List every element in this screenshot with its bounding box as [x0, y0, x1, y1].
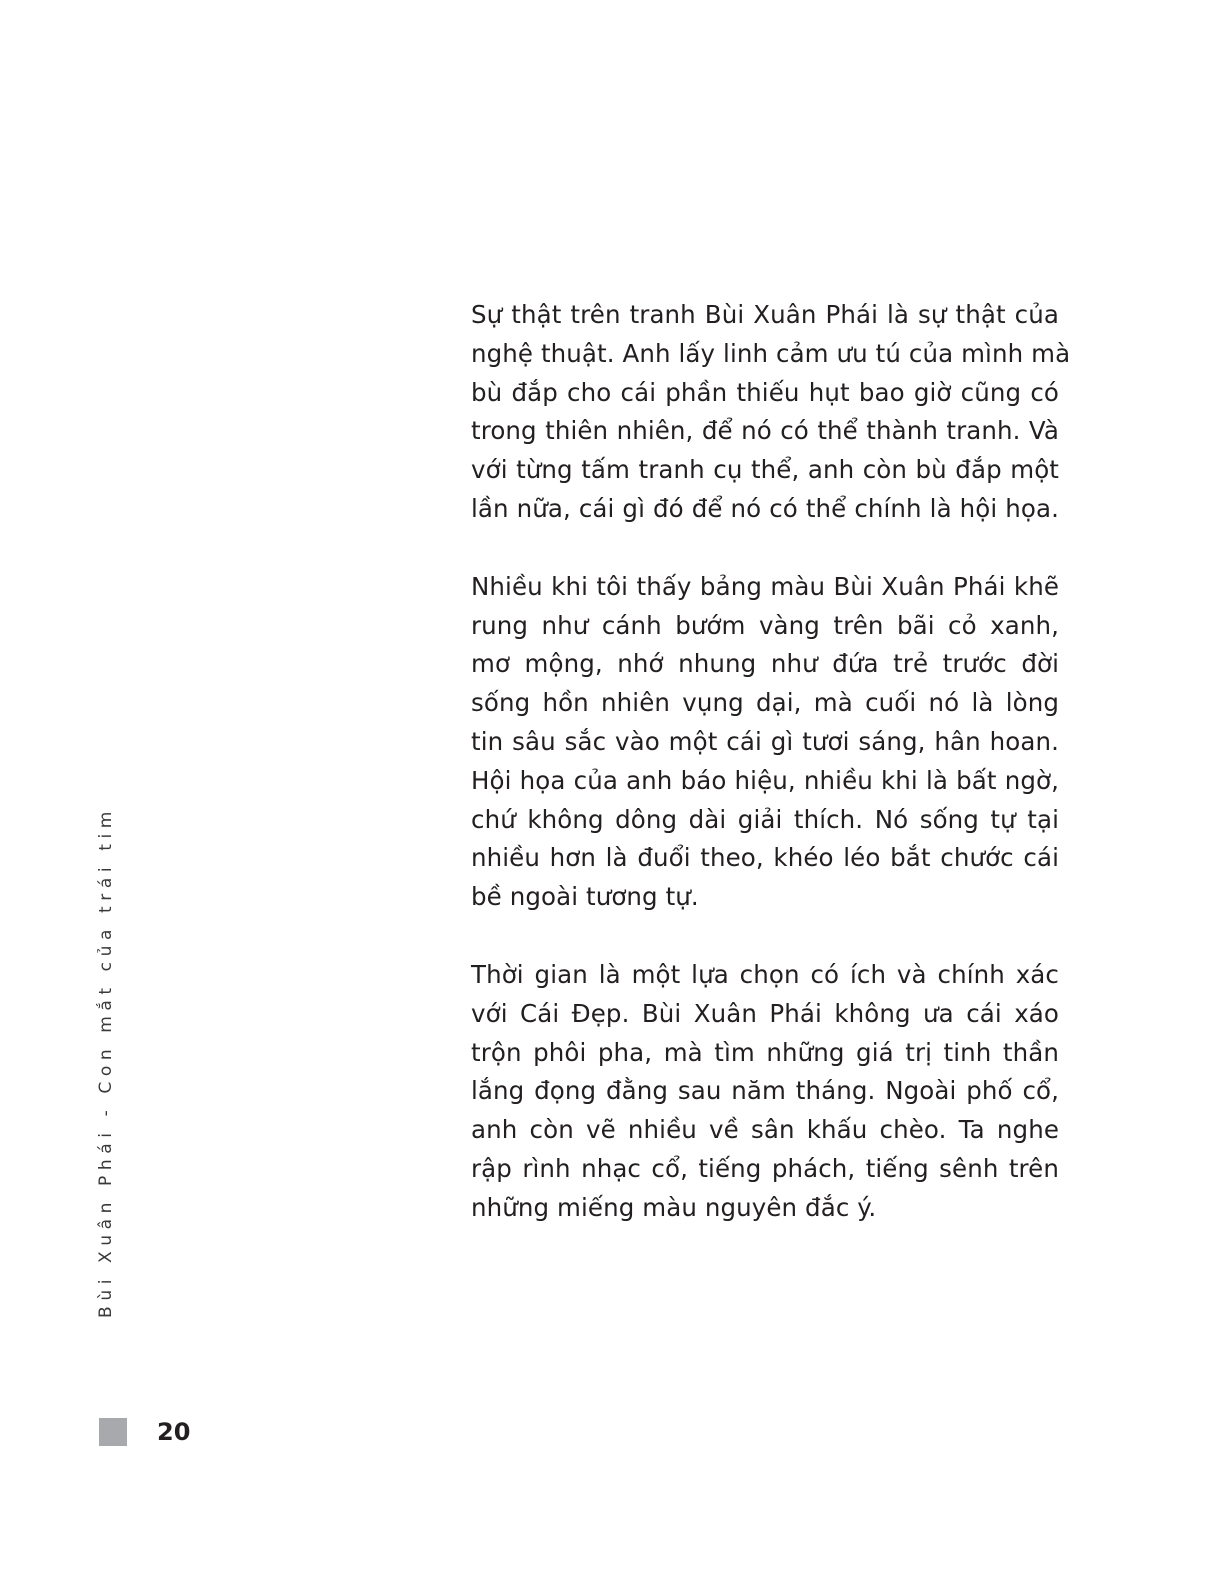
text-line: bù đắp cho cái phần thiếu hụt bao giờ cũng có	[471, 377, 1059, 407]
running-header: Bùi Xuân Phái - Con mắt của trái tim	[96, 806, 116, 1318]
text-line: trộn phôi pha, mà tìm những giá trị tinh thần	[471, 1037, 1059, 1067]
text-line: Sự thật trên tranh Bùi Xuân Phái là sự thật của	[471, 300, 1059, 329]
body-text	[471, 296, 1071, 1267]
page-number-marker	[99, 1418, 127, 1446]
paragraph-2	[471, 568, 1059, 917]
text-line: Nhiều khi tôi thấy bảng màu Bùi Xuân Phái khẽ	[471, 571, 1059, 601]
paragraph-3	[471, 956, 1059, 1228]
text-line: tin sâu sắc vào một cái gì tươi sáng, hân hoan.	[471, 726, 1059, 756]
text-line: với từng tấm tranh cụ thể, anh còn bù đắp một	[471, 455, 1059, 485]
text-line: rung như cánh bướm vàng trên bãi cỏ xanh,	[471, 610, 1059, 640]
text-line: nghệ thuật. Anh lấy linh cảm ưu tú của mình mà	[471, 338, 1071, 368]
text-line: nhiều hơn là đuổi theo, khéo léo bắt chước cái	[471, 843, 1059, 873]
text-line: anh còn vẽ nhiều về sân khấu chèo. Ta nghe	[471, 1115, 1059, 1145]
page-number: 20	[157, 1418, 191, 1446]
text-line: rập rình nhạc cổ, tiếng phách, tiếng sênh trên	[471, 1153, 1059, 1183]
text-line: với Cái Đẹp. Bùi Xuân Phái không ưa cái xáo	[471, 998, 1059, 1028]
text-line: chứ không dông dài giải thích. Nó sống tự tại	[471, 804, 1059, 834]
text-line: sống hồn nhiên vụng dại, mà cuối nó là lòng	[471, 688, 1059, 718]
text-line: trong thiên nhiên, để nó có thể thành tranh. Và	[471, 416, 1059, 446]
text-line: bề ngoài tương tự.	[471, 882, 699, 912]
text-line: những miếng màu nguyên đắc ý.	[471, 1192, 877, 1222]
text-line: lắng đọng đằng sau năm tháng. Ngoài phố cổ,	[471, 1076, 1059, 1106]
paragraph-1	[471, 296, 1071, 529]
text-line: Thời gian là một lựa chọn có ích và chính xác	[471, 959, 1059, 989]
text-line: mơ mộng, nhớ nhung như đứa trẻ trước đời	[471, 649, 1059, 679]
text-line: lần nữa, cái gì đó để nó có thể chính là hội họa.	[471, 493, 1059, 523]
text-line: Hội họa của anh báo hiệu, nhiều khi là bất ngờ,	[471, 765, 1059, 795]
